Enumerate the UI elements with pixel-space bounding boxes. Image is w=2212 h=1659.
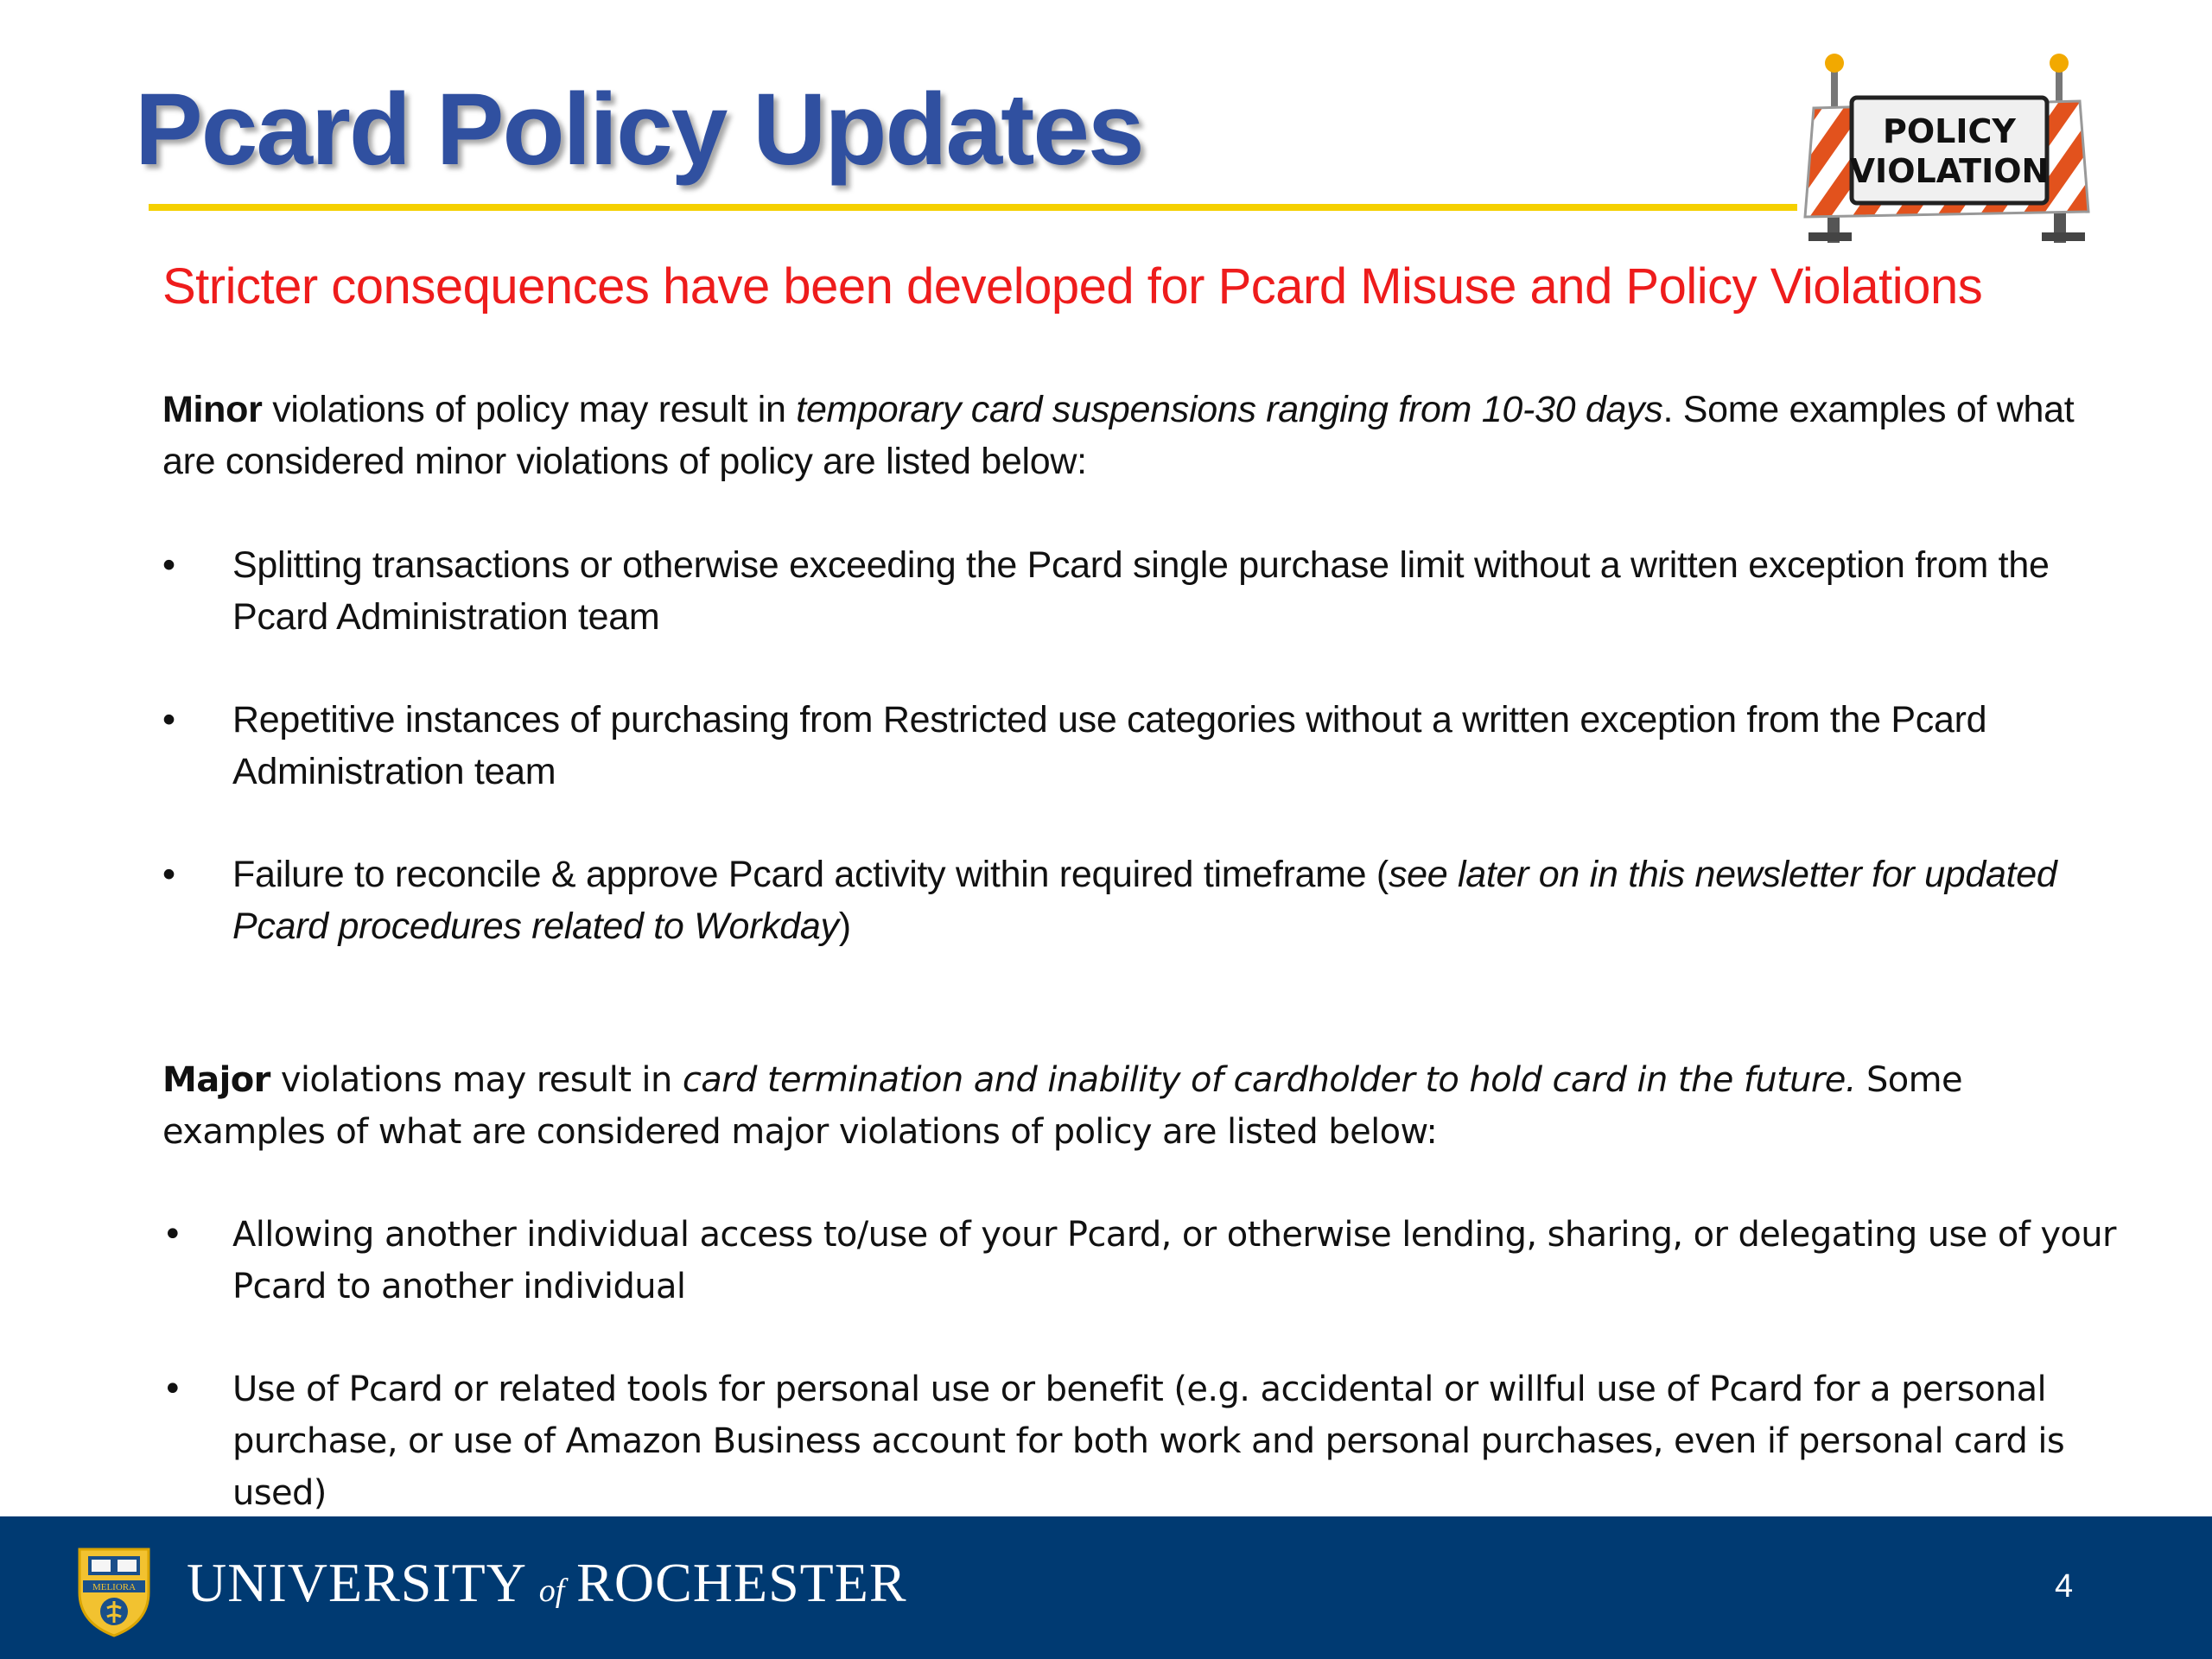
minor-bullet-1: Splitting transactions or otherwise exceeding the Pcard single purchase limit without a written exception from the Pcard Administration team	[232, 544, 2050, 638]
university-name	[187, 1551, 907, 1615]
university-name-part-1: UNIVERSITY	[187, 1552, 527, 1613]
sign-line-1: POLICY	[1883, 112, 2016, 150]
major-text-2: Some examples of what are considered major violations of policy are listed below:	[162, 1060, 1963, 1152]
minor-bullet-3-italic: see later on in this newsletter for updated Pcard procedures related to Workday	[232, 854, 2057, 947]
minor-bullet-3	[232, 849, 2133, 952]
minor-lead: Minor	[162, 389, 263, 430]
minor-text-1: violations of policy may result in	[262, 389, 797, 430]
policy-violation-sign-icon	[1802, 48, 2092, 246]
minor-emphasis: temporary card suspensions ranging from 10-30 days	[796, 389, 1663, 430]
title-underline	[149, 204, 1797, 211]
major-intro	[162, 1054, 2133, 1158]
bullet-glyph: •	[162, 854, 175, 895]
bullet-glyph: •	[162, 699, 175, 741]
major-emphasis: card termination and inability of cardholder to hold card in the future.	[682, 1060, 1856, 1100]
page-number: 4	[2055, 1568, 2074, 1605]
university-name-part-2: ROCHESTER	[576, 1552, 907, 1613]
major-text-1: violations may result in	[270, 1060, 683, 1100]
page-title: Pcard Policy Updates	[135, 73, 1143, 187]
sign-line-2: VIOLATION	[1849, 152, 2050, 190]
footer-bar	[0, 1516, 2212, 1659]
list-item	[162, 694, 2133, 798]
major-bullet-1: Allowing another individual access to/use of your Pcard, or otherwise lending, sharing, or delegating use of your Pcard to another individual	[232, 1215, 2116, 1306]
crest-motto: MELIORA	[92, 1582, 137, 1592]
major-bullet-2: Use of Pcard or related tools for personal use or benefit (e.g. accidental or willful use of Pcard for a personal purchase, or use of Amazon Business account for both work and personal purchases, even if personal card is used)	[232, 1370, 2065, 1513]
university-name-of: of	[538, 1573, 565, 1609]
list-item	[162, 849, 2133, 952]
list-item	[162, 1209, 2133, 1313]
subtitle: Stricter consequences have been developed for Pcard Misuse and Policy Violations	[162, 258, 1983, 315]
minor-bullet-3-text: Failure to reconcile & approve Pcard activity within required timeframe (	[232, 854, 1389, 895]
bullet-glyph: •	[162, 1370, 182, 1409]
minor-intro	[162, 384, 2133, 487]
minor-bullet-2: Repetitive instances of purchasing from Restricted use categories without a written exception from the Pcard Administration team	[232, 699, 1987, 792]
university-crest-icon	[62, 1541, 166, 1640]
minor-text-2: . Some examples of what are considered minor violations of policy are listed below:	[162, 389, 2075, 482]
bullet-glyph: •	[162, 544, 175, 586]
minor-bullet-3-end: )	[838, 906, 851, 947]
major-lead: Major	[162, 1060, 270, 1100]
list-item	[162, 1363, 2133, 1519]
list-item	[162, 539, 2133, 643]
bullet-glyph: •	[162, 1215, 182, 1255]
